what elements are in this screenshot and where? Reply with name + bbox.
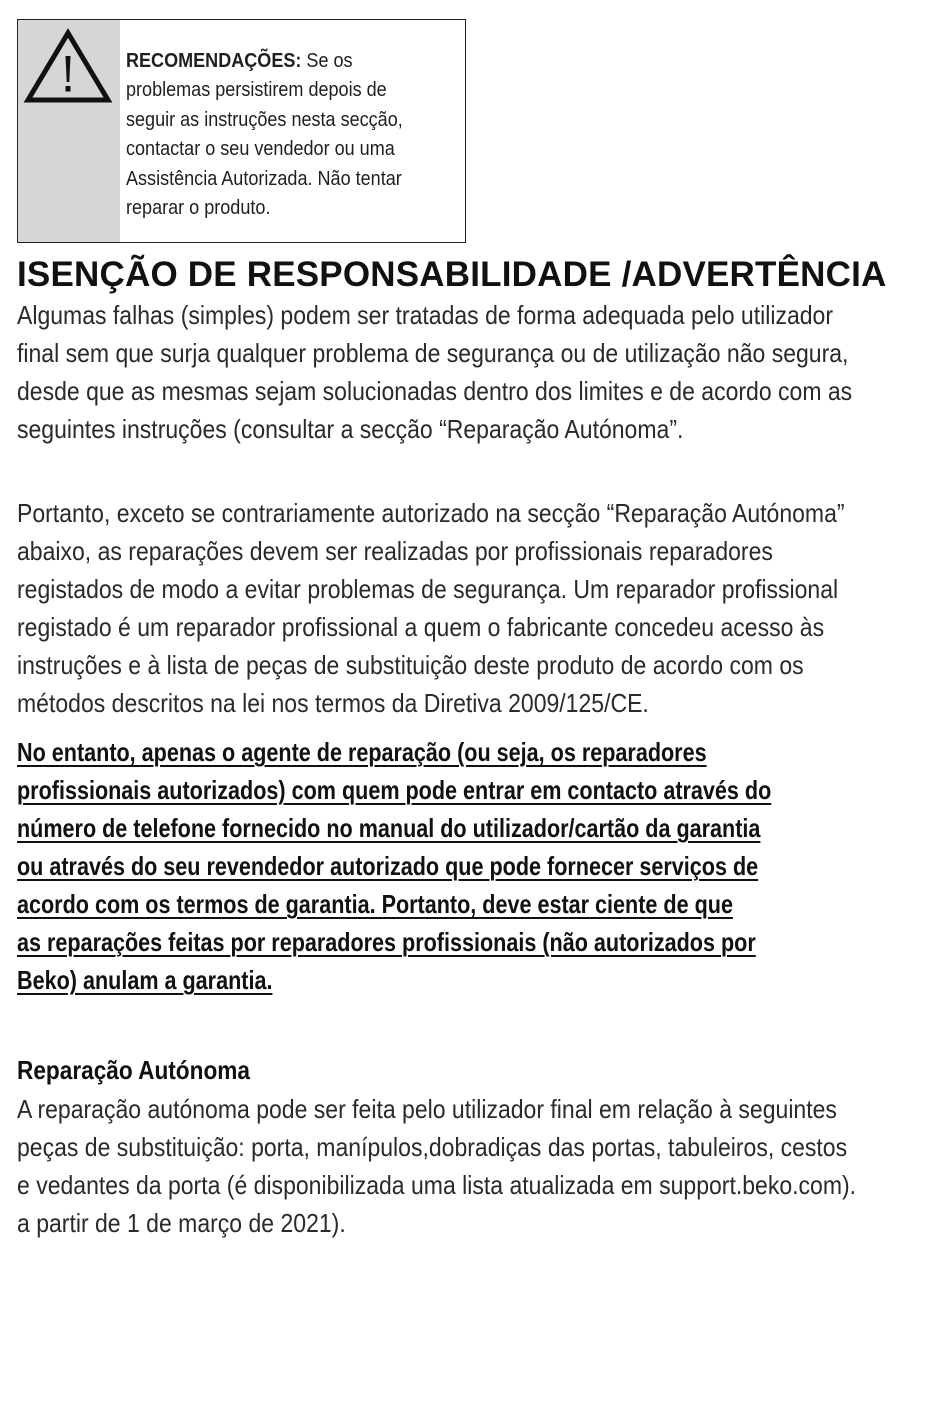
self-repair-heading: Reparação Autónoma: [17, 1055, 250, 1085]
notice-icon-strip: [18, 20, 120, 242]
warranty-warning-paragraph: [17, 733, 950, 999]
notice-line: problemas persistirem depois de: [126, 78, 387, 102]
paragraph-line: as reparações feitas por reparadores profissionais (não autorizados por: [17, 927, 756, 957]
professional-repair-paragraph: [17, 494, 937, 722]
paragraph-line: métodos descritos na lei nos termos da Diretiva 2009/125/CE.: [17, 688, 649, 718]
intro-paragraph: [17, 296, 937, 448]
paragraph-line: A reparação autónoma pode ser feita pelo utilizador final em relação à seguintes: [17, 1094, 837, 1124]
recommendations-notice: [17, 19, 466, 243]
paragraph-line: peças de substituição: porta, manípulos,dobradiças das portas, tabuleiros, cestos: [17, 1132, 848, 1162]
notice-text: [126, 46, 460, 222]
self-repair-paragraph: [17, 1090, 937, 1242]
paragraph-line: ou através do seu revendedor autorizado que pode fornecer serviços de: [17, 851, 759, 881]
notice-line: reparar o produto.: [126, 196, 271, 220]
paragraph-line: Algumas falhas (simples) podem ser tratadas de forma adequada pelo utilizador: [17, 300, 834, 330]
notice-line: seguir as instruções nesta secção,: [126, 107, 403, 131]
paragraph-line: profissionais autorizados) com quem pode entrar em contacto através do: [17, 775, 772, 805]
paragraph-line: instruções e à lista de peças de substituição deste produto de acordo com os: [17, 650, 804, 680]
paragraph-line: a partir de 1 de março de 2021).: [17, 1208, 346, 1238]
paragraph-line: e vedantes da porta (é disponibilizada uma lista atualizada em support.beko.com).: [17, 1170, 857, 1200]
disclaimer-heading: ISENÇÃO DE RESPONSABILIDADE /ADVERTÊNCIA: [17, 255, 887, 294]
paragraph-line: registados de modo a evitar problemas de segurança. Um reparador profissional: [17, 574, 839, 604]
notice-line: Assistência Autorizada. Não tentar: [126, 166, 402, 190]
paragraph-line: acordo com os termos de garantia. Portanto, deve estar ciente de que: [17, 889, 733, 919]
notice-label: RECOMENDAÇÕES:: [126, 49, 302, 72]
paragraph-line: final sem que surja qualquer problema de segurança ou de utilização não segura,: [17, 338, 849, 368]
paragraph-line: registado é um reparador profissional a quem o fabricante concedeu acesso às: [17, 612, 825, 642]
warning-triangle-icon: [22, 26, 114, 106]
paragraph-line: seguintes instruções (consultar a secção “Reparação Autónoma”.: [17, 414, 684, 444]
notice-line: contactar o seu vendedor ou uma: [126, 137, 395, 161]
notice-line: Se os: [306, 49, 353, 72]
paragraph-line: Portanto, exceto se contrariamente autorizado na secção “Reparação Autónoma”: [17, 498, 845, 528]
paragraph-line: número de telefone fornecido no manual do utilizador/cartão da garantia: [17, 813, 761, 843]
paragraph-line: No entanto, apenas o agente de reparação (ou seja, os reparadores: [17, 737, 707, 767]
paragraph-line: abaixo, as reparações devem ser realizadas por profissionais reparadores: [17, 536, 773, 566]
paragraph-line: Beko) anulam a garantia.: [17, 965, 273, 995]
paragraph-line: desde que as mesmas sejam solucionadas dentro dos limites e de acordo com as: [17, 376, 853, 406]
